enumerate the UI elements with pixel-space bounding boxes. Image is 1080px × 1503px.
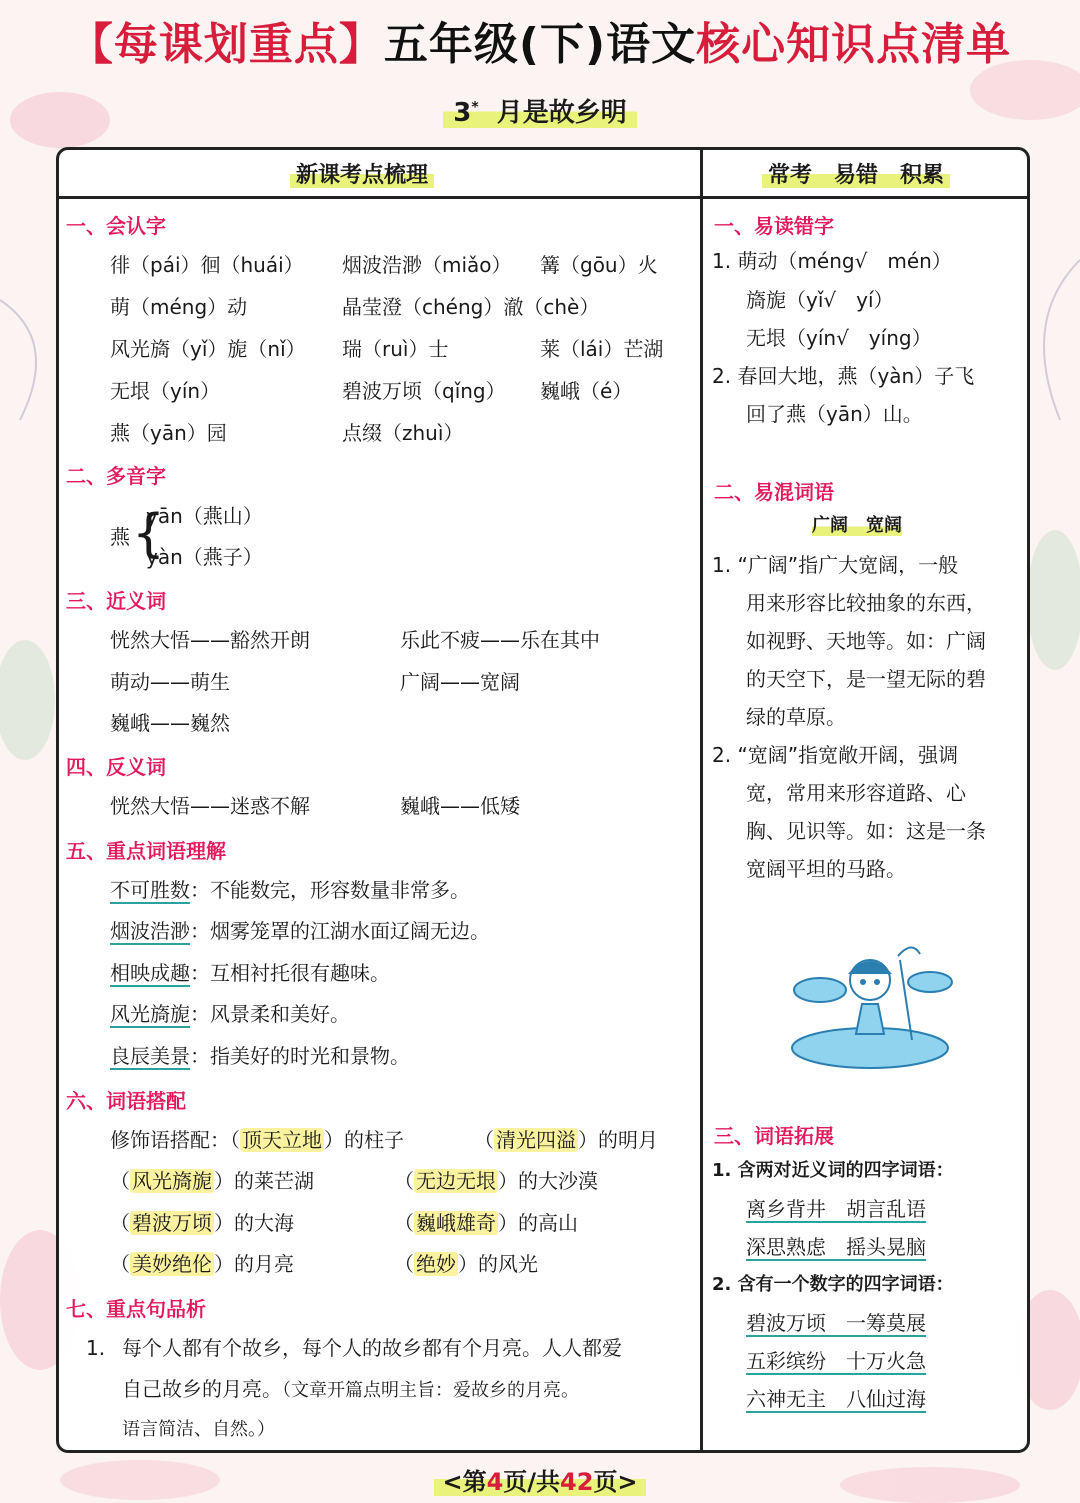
explanation-line: 1. “广阔”指广大宽阔，一般 [712,553,959,577]
char-item: 碧波万顷（qǐng） [342,379,506,403]
synonym-pair: 萌动——萌生 [110,670,230,694]
left-column-heading: 新课考点梳理 [290,158,434,189]
idiom-row: 六神无主 八仙过海 [746,1387,926,1411]
char-item: 晶莹澄（chéng）澈（chè） [342,295,600,319]
collocation-item: （ 清光四溢 ）的明月 [474,1128,658,1152]
idiom-row: 深思熟虑 摇头晃脑 [746,1235,926,1259]
misread-item: 1. 萌动（méng√ mén） [712,249,952,273]
collocation-row: 修饰语搭配：（ 顶天立地 ）的柱子 [110,1128,404,1152]
synonym-pair: 巍峨——巍然 [110,711,230,735]
section-title-polyphone: 二、多音字 [66,464,166,488]
collocation-item: （ 绝妙 ）的风光 [394,1252,538,1276]
collocation-item: （ 无边无垠 ）的大沙漠 [394,1169,598,1193]
section-title-antonyms: 四、反义词 [66,755,166,779]
idiom-row: 离乡背井 胡言乱语 [746,1197,926,1221]
char-item: 风光旖（yǐ）旎（nǐ） [110,337,306,361]
char-item: 无垠（yín） [110,379,221,403]
right-column-heading: 常考 易错 积累 [762,158,950,189]
explanation-line: 如视野、天地等。如：广阔 [746,629,986,653]
word-definition: 不可胜数：不能数完，形容数量非常多。 [110,878,470,902]
collocation-item: （ 巍峨雄奇 ）的高山 [394,1211,578,1235]
collocation-item: （ 风光旖旎 ）的莱芒湖 [110,1169,314,1193]
misread-item: 无垠（yín√ yíng） [746,326,932,350]
explanation-line: 绿的草原。 [746,705,846,729]
lesson-star: * [471,99,479,116]
section-title-key-sentences: 七、重点句品析 [66,1297,206,1321]
lesson-number: 3 [453,98,472,128]
explanation-line: 用来形容比较抽象的东西， [746,591,986,615]
section-title-collocations: 六、词语搭配 [66,1089,186,1113]
polyphone-reading: yān（燕山） [146,504,263,528]
section-title-extension: 三、词语拓展 [714,1124,834,1148]
synonym-pair: 乐此不疲——乐在其中 [400,628,600,652]
explanation-line: 2. “宽阔”指宽敞开阔，强调 [712,743,959,767]
explanation-line: 宽阔平坦的马路。 [746,857,906,881]
char-item: 徘（pái）徊（huái） [110,253,304,277]
word-definition: 风光旖旎：风景柔和美好。 [110,1002,350,1026]
idiom-row: 五彩缤纷 十万火急 [746,1349,926,1373]
title-grade: 五年级(下)语文 [383,19,697,70]
title-suffix: 核心知识点清单 [696,19,1012,70]
char-item: 莱（lái）芒湖 [540,337,664,361]
page-indicator: <第4页/共42页> [0,1462,1080,1497]
misread-item: 2. 春回大地，燕（yàn）子飞 [712,364,975,388]
polyphone-reading: yàn（燕子） [146,545,263,569]
word-definition: 相映成趣：互相衬托很有趣味。 [110,961,390,985]
sentence-line: 语言简洁、自然。） [122,1419,275,1440]
misread-item: 旖旎（yǐ√ yí） [746,288,894,312]
sentence-line: 自己故乡的月亮。（文章开篇点明主旨：爱故乡的月亮。 [122,1377,579,1401]
confusable-pair: 广阔 宽阔 [812,515,902,536]
section-title-misread: 一、易读错字 [714,214,834,238]
char-item: 巍峨（é） [540,379,633,403]
column-divider [700,147,703,1453]
char-item: 燕（yān）园 [110,421,227,445]
char-item: 瑞（ruì）士 [342,337,449,361]
explanation-line: 的天空下，是一望无际的碧 [746,667,986,691]
header-rule [56,196,1030,199]
section-title-confusable: 二、易混词语 [714,480,834,504]
char-item: 篝（gōu）火 [540,253,658,277]
collocation-item: （ 碧波万顷 ）的大海 [110,1211,294,1235]
word-definition: 烟波浩渺：烟雾笼罩的江湖水面辽阔无边。 [110,919,490,943]
extension-heading: 1. 含两对近义词的四字词语： [712,1160,954,1181]
lesson-name: 月是故乡明 [496,98,627,128]
word-definition: 良辰美景：指美好的时光和景物。 [110,1044,410,1068]
section-title-synonyms: 三、近义词 [66,589,166,613]
polyphone-char: 燕 [110,525,130,549]
explanation-line: 宽，常用来形容道路、心 [746,781,966,805]
char-item: 烟波浩渺（miǎo） [342,253,512,277]
idiom-row: 碧波万顷 一筹莫展 [746,1311,926,1335]
synonym-pair: 广阔——宽阔 [400,670,520,694]
char-item: 萌（méng）动 [110,295,248,319]
antonym-pair: 巍峨——低矮 [400,794,520,818]
brace: { [132,504,166,564]
lesson-title [0,92,1080,129]
misread-item: 回了燕（yān）山。 [746,402,923,426]
sentence-number: 1. [86,1336,106,1360]
synonym-pair: 恍然大悟——豁然开朗 [110,628,310,652]
section-title-key-words: 五、重点词语理解 [66,839,226,863]
char-item: 点缀（zhuì） [342,421,464,445]
collocation-item: （ 美妙绝伦 ）的月亮 [110,1252,294,1276]
cartoon-girl-illustration [780,930,960,1070]
section-title-characters: 一、会认字 [66,214,166,238]
antonym-pair: 恍然大悟——迷惑不解 [110,794,310,818]
explanation-line: 胸、见识等。如：这是一条 [746,819,986,843]
page-title [0,8,1080,72]
extension-heading: 2. 含有一个数字的四字词语： [712,1274,954,1295]
sentence-line: 每个人都有个故乡，每个人的故乡都有个月亮。人人都爱 [122,1336,622,1360]
title-prefix: 【每课划重点】 [68,19,384,70]
